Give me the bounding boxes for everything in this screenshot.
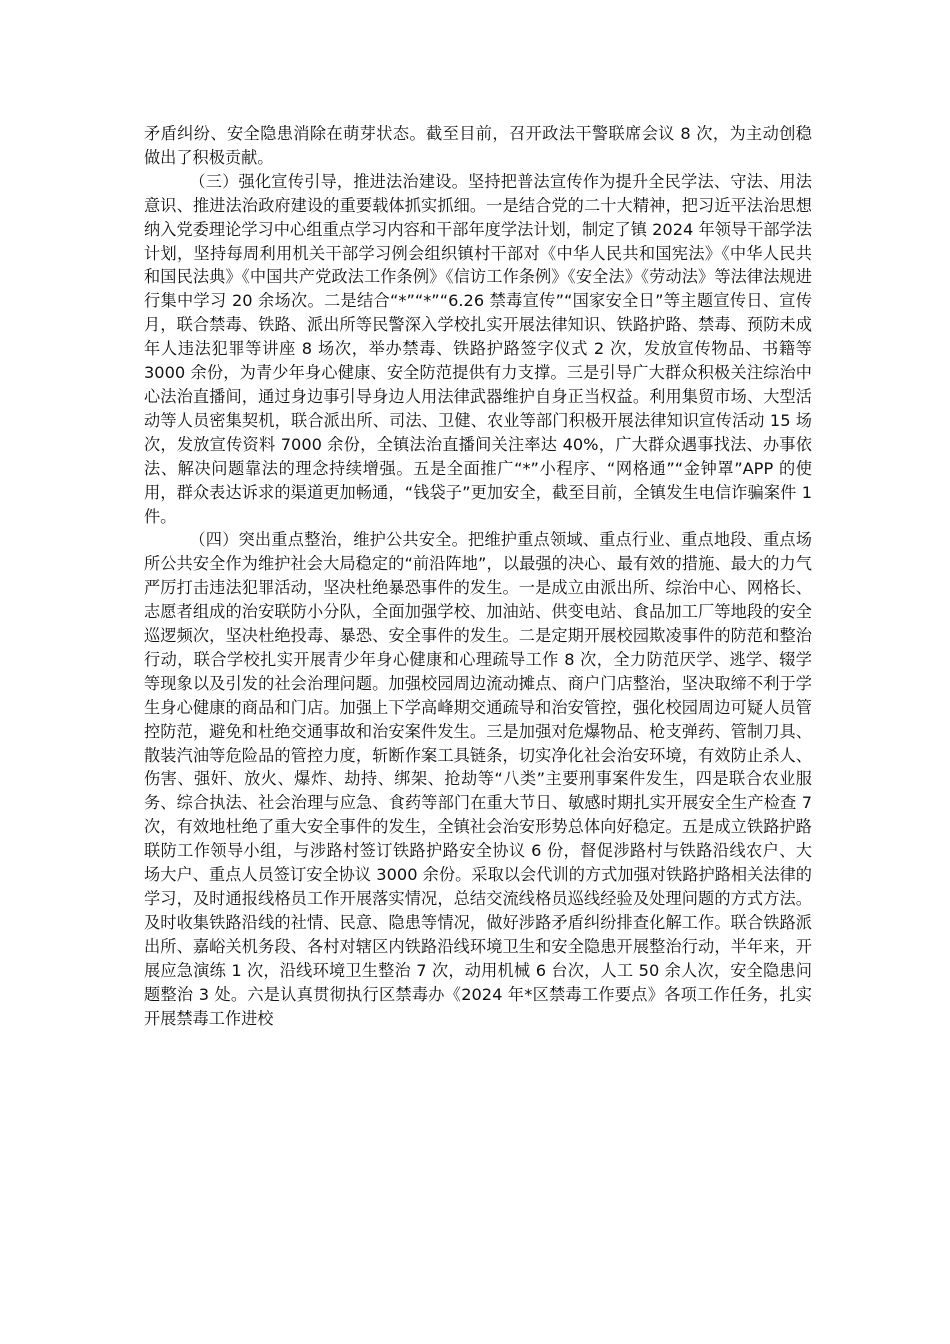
paragraph-section-four: （四）突出重点整治，维护公共安全。把维护重点领域、重点行业、重点地段、重点场所公共安全作为维护社会大局稳定的“前沿阵地”，以最强的决心、最有效的措施、最大的力气严厉打击违法犯罪活动，坚决杜绝暴恐事件的发生。一是成立由派出所、综治中心、网格长、志愿者组成的治安联防小分队，全面加强学校、加油站、供变电站、食品加工厂等地段的安全巡逻频次，坚决杜绝投毒、暴恐、安全事件的发生。二是定期开展校园欺凌事件的防范和整治行动，联合学校扎实开展青少年身心健康和心理疏导工作 8 次，全力防范厌学、逃学、辍学等现象以及引发的社会治理问题。加强校园周边流动摊点、商户门店整治，坚决取缔不利于学生身心健康的商品和门店。加强上下学高峰期交通疏导和治安管控，强化校园周边可疑人员管控防范，避免和杜绝交通事故和治安案件发生。三是加强对危爆物品、枪支弹药、管制刀具、散装汽油等危险品的管控力度，斩断作案工具链条，切实净化社会治安环境，有效防止杀人、伤害、强奸、放火、爆炸、劫持、绑架、抢劫等“八类”主要刑事案件发生，四是联合农业服务、综合执法、社会治理与应急、食药等部门在重大节日、敏感时期扎实开展安全生产检查 7 次，有效地杜绝了重大安全事件的发生，全镇社会治安形势总体向好稳定。五是成立铁路护路联防工作领导小组，与涉路村签订铁路护路安全协议 6 份，督促涉路村与铁路沿线农户、大场大户、重点人员签订安全协议 3000 余份。采取以会代训的方式加强对铁路护路相关法律的学习，及时通报线格员工作开展落实情况，总结交流线格员巡线经验及处理问题的方式方法。及时收集铁路沿线的社情、民意、隐患等情况，做好涉路矛盾纠纷排查化解工作。联合铁路派出所、嘉峪关机务段、各村对辖区内铁路沿线环境卫生和安全隐患开展整治行动，半年来，开展应急演练 1 次，沿线环境卫生整治 7 次，动用机械 6 台次，人工 50 余人次，安全隐患问题整治 3 处。六是认真贯彻执行区禁毒办《2024 年*区禁毒工作要点》各项工作任务，扎实开展禁毒工作进校	[144, 530, 812, 1028]
paragraph-section-three: （三）强化宣传引导，推进法治建设。坚持把普法宣传作为提升全民学法、守法、用法意识、推进法治政府建设的重要载体抓实抓细。一是结合党的二十大精神，把习近平法治思想纳入党委理论学习中心组重点学习内容和干部年度学法计划，制定了镇 2024 年领导干部学法计划，坚持每周利用机关干部学习例会组织镇村干部对《中华人民共和国宪法》《中华人民共和国民法典》《中国共产党政法工作条例》《信访工作条例》《安全法》《劳动法》等法律法规进行集中学习 20 余场次。二是结合“*”“*”“6.26 禁毒宣传”“国家安全日”等主题宣传日、宣传月，联合禁毒、铁路、派出所等民警深入学校扎实开展法律知识、铁路护路、禁毒、预防未成年人违法犯罪等讲座 8 场次，举办禁毒、铁路护路签字仪式 2 次，发放宣传物品、书籍等 3000 余份，为青少年身心健康、安全防范提供有力支撑。三是引导广大群众积极关注综治中心法治直播间，通过身边事引导身边人用法律武器维护自身正当权益。利用集贸市场、大型活动等人员密集契机，联合派出所、司法、卫健、农业等部门积极开展法律知识宣传活动 15 场次，发放宣传资料 7000 余份，全镇法治直播间关注率达 40%，广大群众遇事找法、办事依法、解决问题靠法的理念持续增强。五是全面推广“*”小程序、“网格通”“金钟罩”APP 的使用，群众表达诉求的渠道更加畅通，“钱袋子”更加安全，截至目前，全镇发生电信诈骗案件 1 件。	[144, 171, 812, 526]
paragraph-continuation: 矛盾纠纷、安全隐患消除在萌芽状态。截至目前，召开政法干警联席会议 8 次，为主动创稳做出了积极贡献。	[144, 124, 812, 167]
document-page	[144, 122, 812, 1030]
